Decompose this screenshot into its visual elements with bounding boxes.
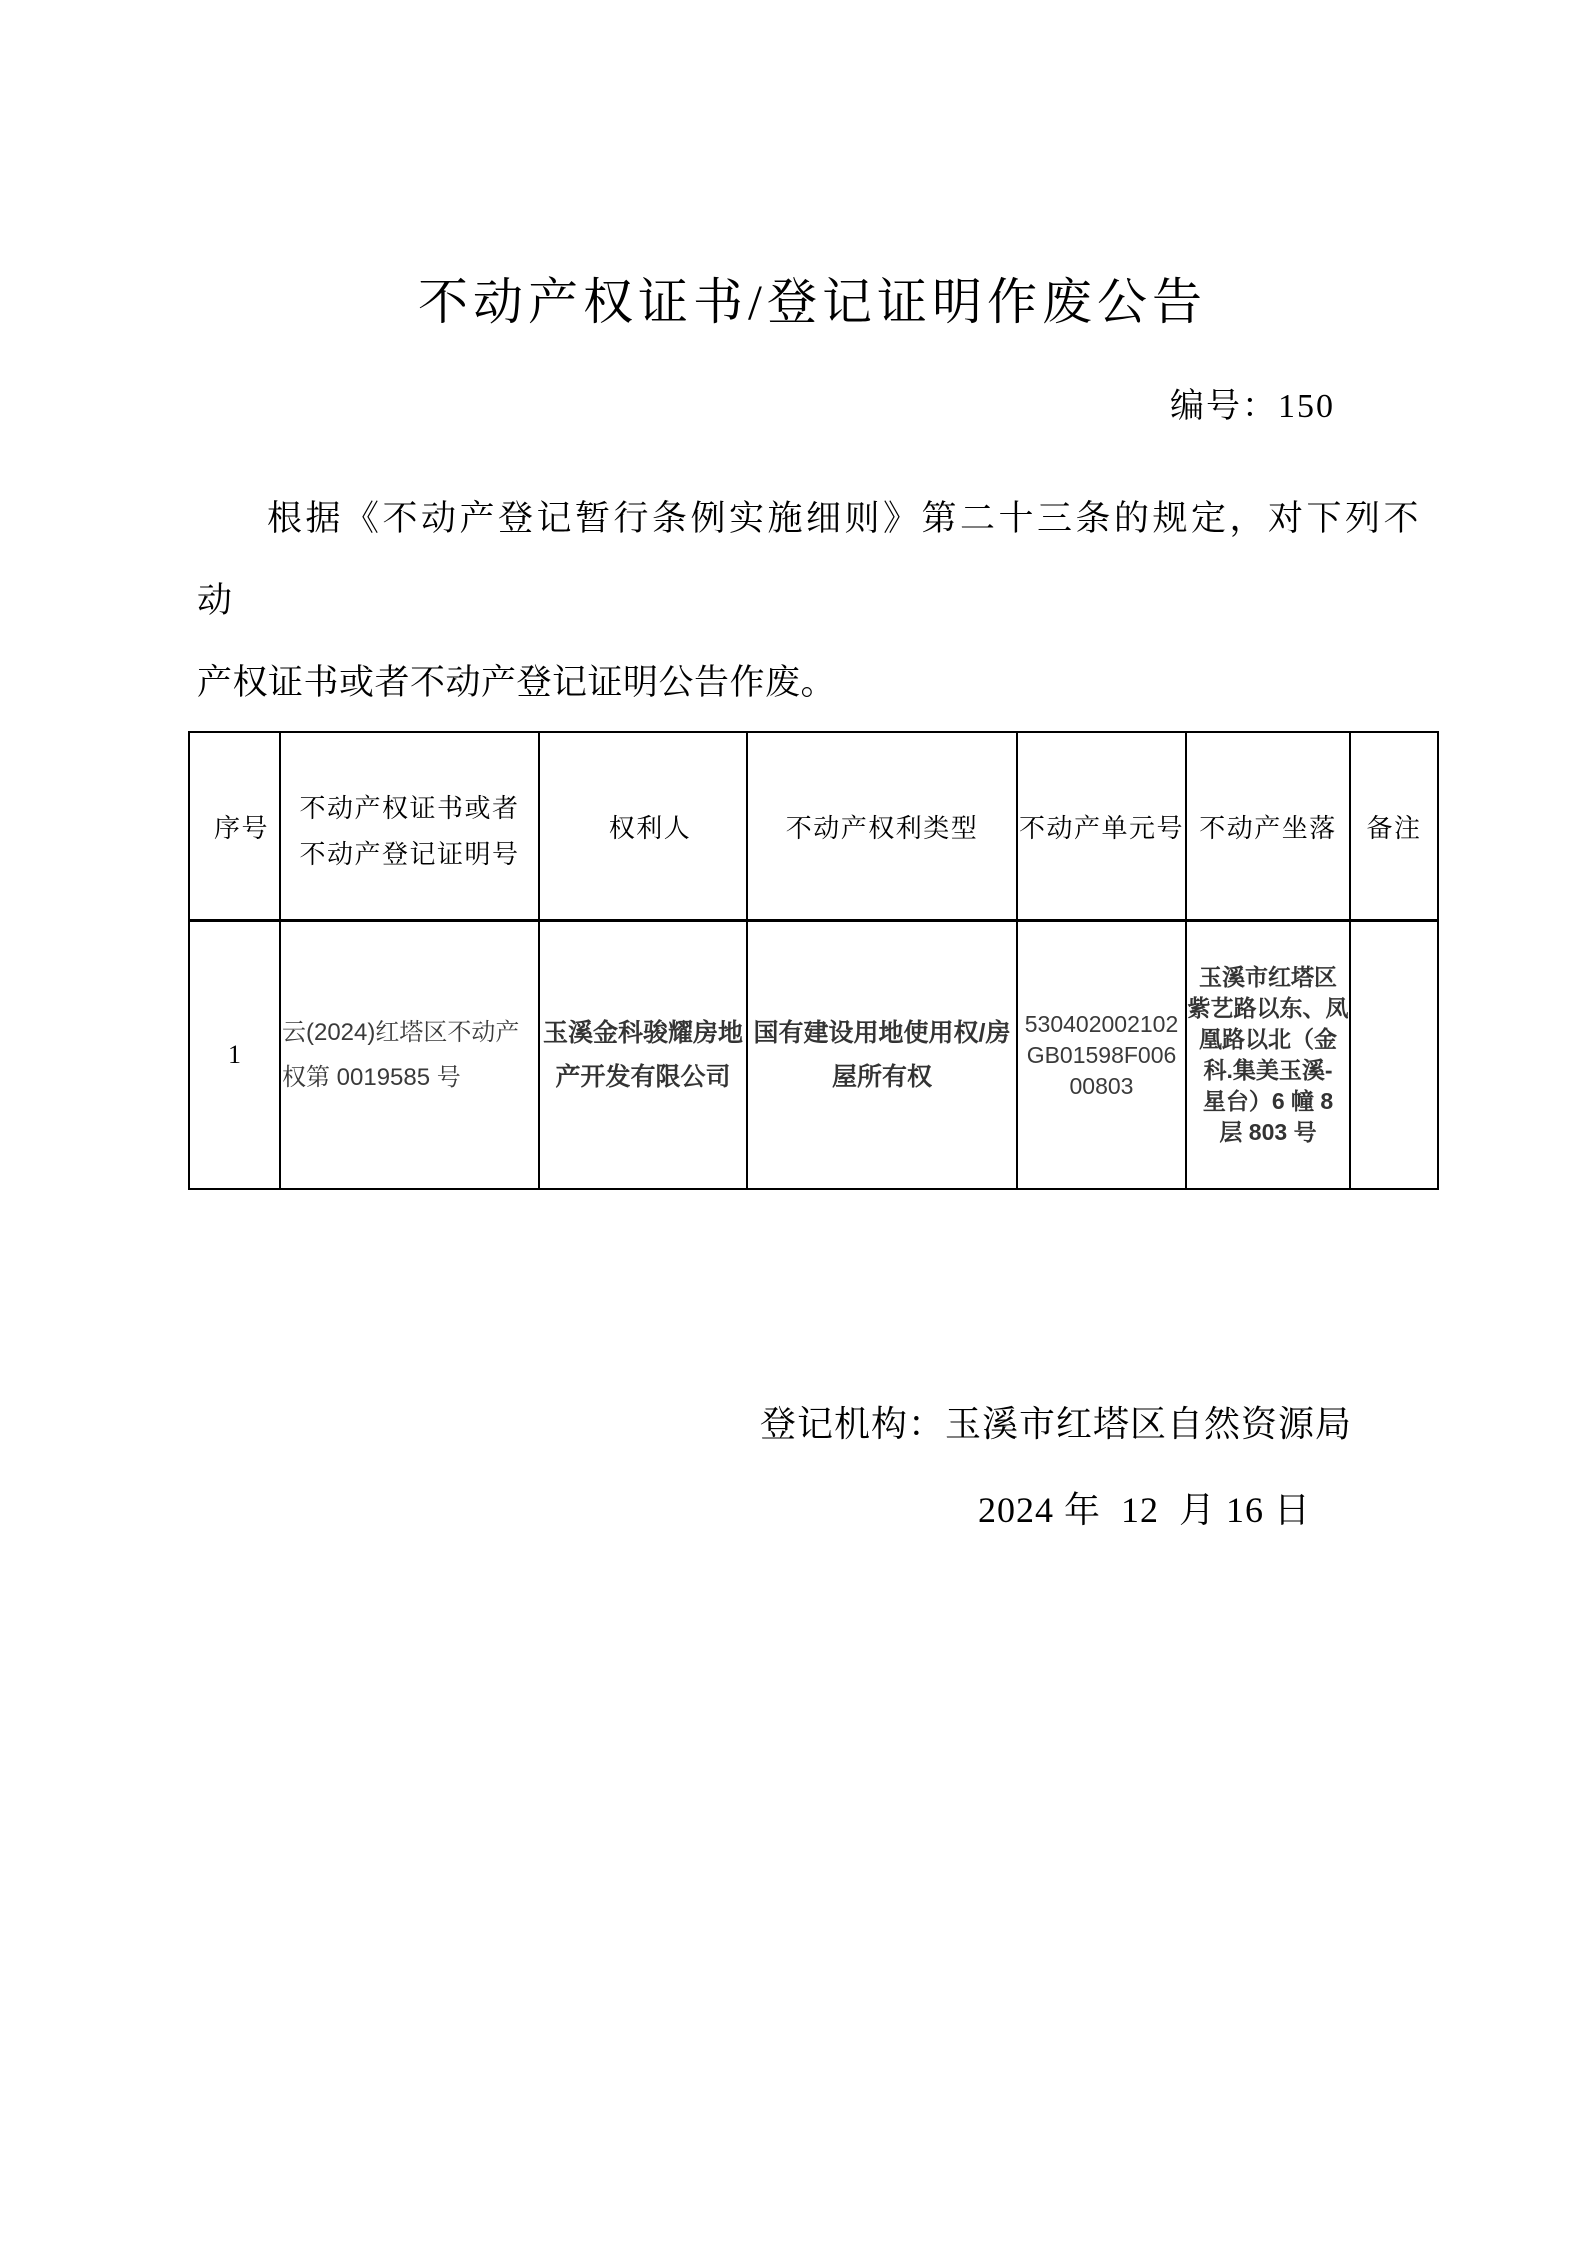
table-row — [189, 921, 1438, 1190]
registrar-line: 登记机构：玉溪市红塔区自然资源局 — [760, 1404, 1353, 1444]
date-line: 2024 年 12 月 16 日 — [978, 1490, 1312, 1530]
col-header-location: 不动产坐落 — [1186, 732, 1350, 921]
cell-serial: 1 — [189, 921, 280, 1190]
col-header-remark: 备注 — [1350, 732, 1438, 921]
notice-paragraph-line-2: 产权证书或者不动产登记证明公告作废。 — [197, 663, 837, 702]
col-header-serial: 序号 — [189, 732, 280, 921]
doc-number: 编号：150 — [1170, 388, 1335, 425]
cell-certificate-no: 云(2024)红塔区不动产 权第 0019585 号 — [280, 921, 539, 1190]
page-title: 不动产权证书/登记证明作废公告 — [418, 274, 1207, 330]
notice-paragraph-line-1: 根据《不动产登记暂行条例实施细则》第二十三条的规定，对下列不动 — [197, 499, 1423, 620]
certificates-table — [188, 731, 1439, 1190]
col-header-owner: 权利人 — [539, 732, 747, 921]
cell-location: 玉溪市红塔区 紫艺路以东、凤 凰路以北（金 科.集美玉溪- 星台）6 幢 8 层 803 号 — [1186, 921, 1350, 1190]
table-header-row — [189, 732, 1438, 921]
col-header-right-type: 不动产权利类型 — [747, 732, 1017, 921]
cell-right-type: 国有建设用地使用权/房 屋所有权 — [747, 921, 1017, 1190]
notice-paragraph — [197, 478, 1457, 724]
cell-unit-no: 530402002102 GB01598F006 00803 — [1017, 921, 1186, 1190]
cell-owner: 玉溪金科骏耀房地 产开发有限公司 — [539, 921, 747, 1190]
col-header-certificate-no: 不动产权证书或者 不动产登记证明号 — [280, 732, 539, 921]
col-header-unit-no: 不动产单元号 — [1017, 732, 1186, 921]
cell-remark — [1350, 921, 1438, 1190]
